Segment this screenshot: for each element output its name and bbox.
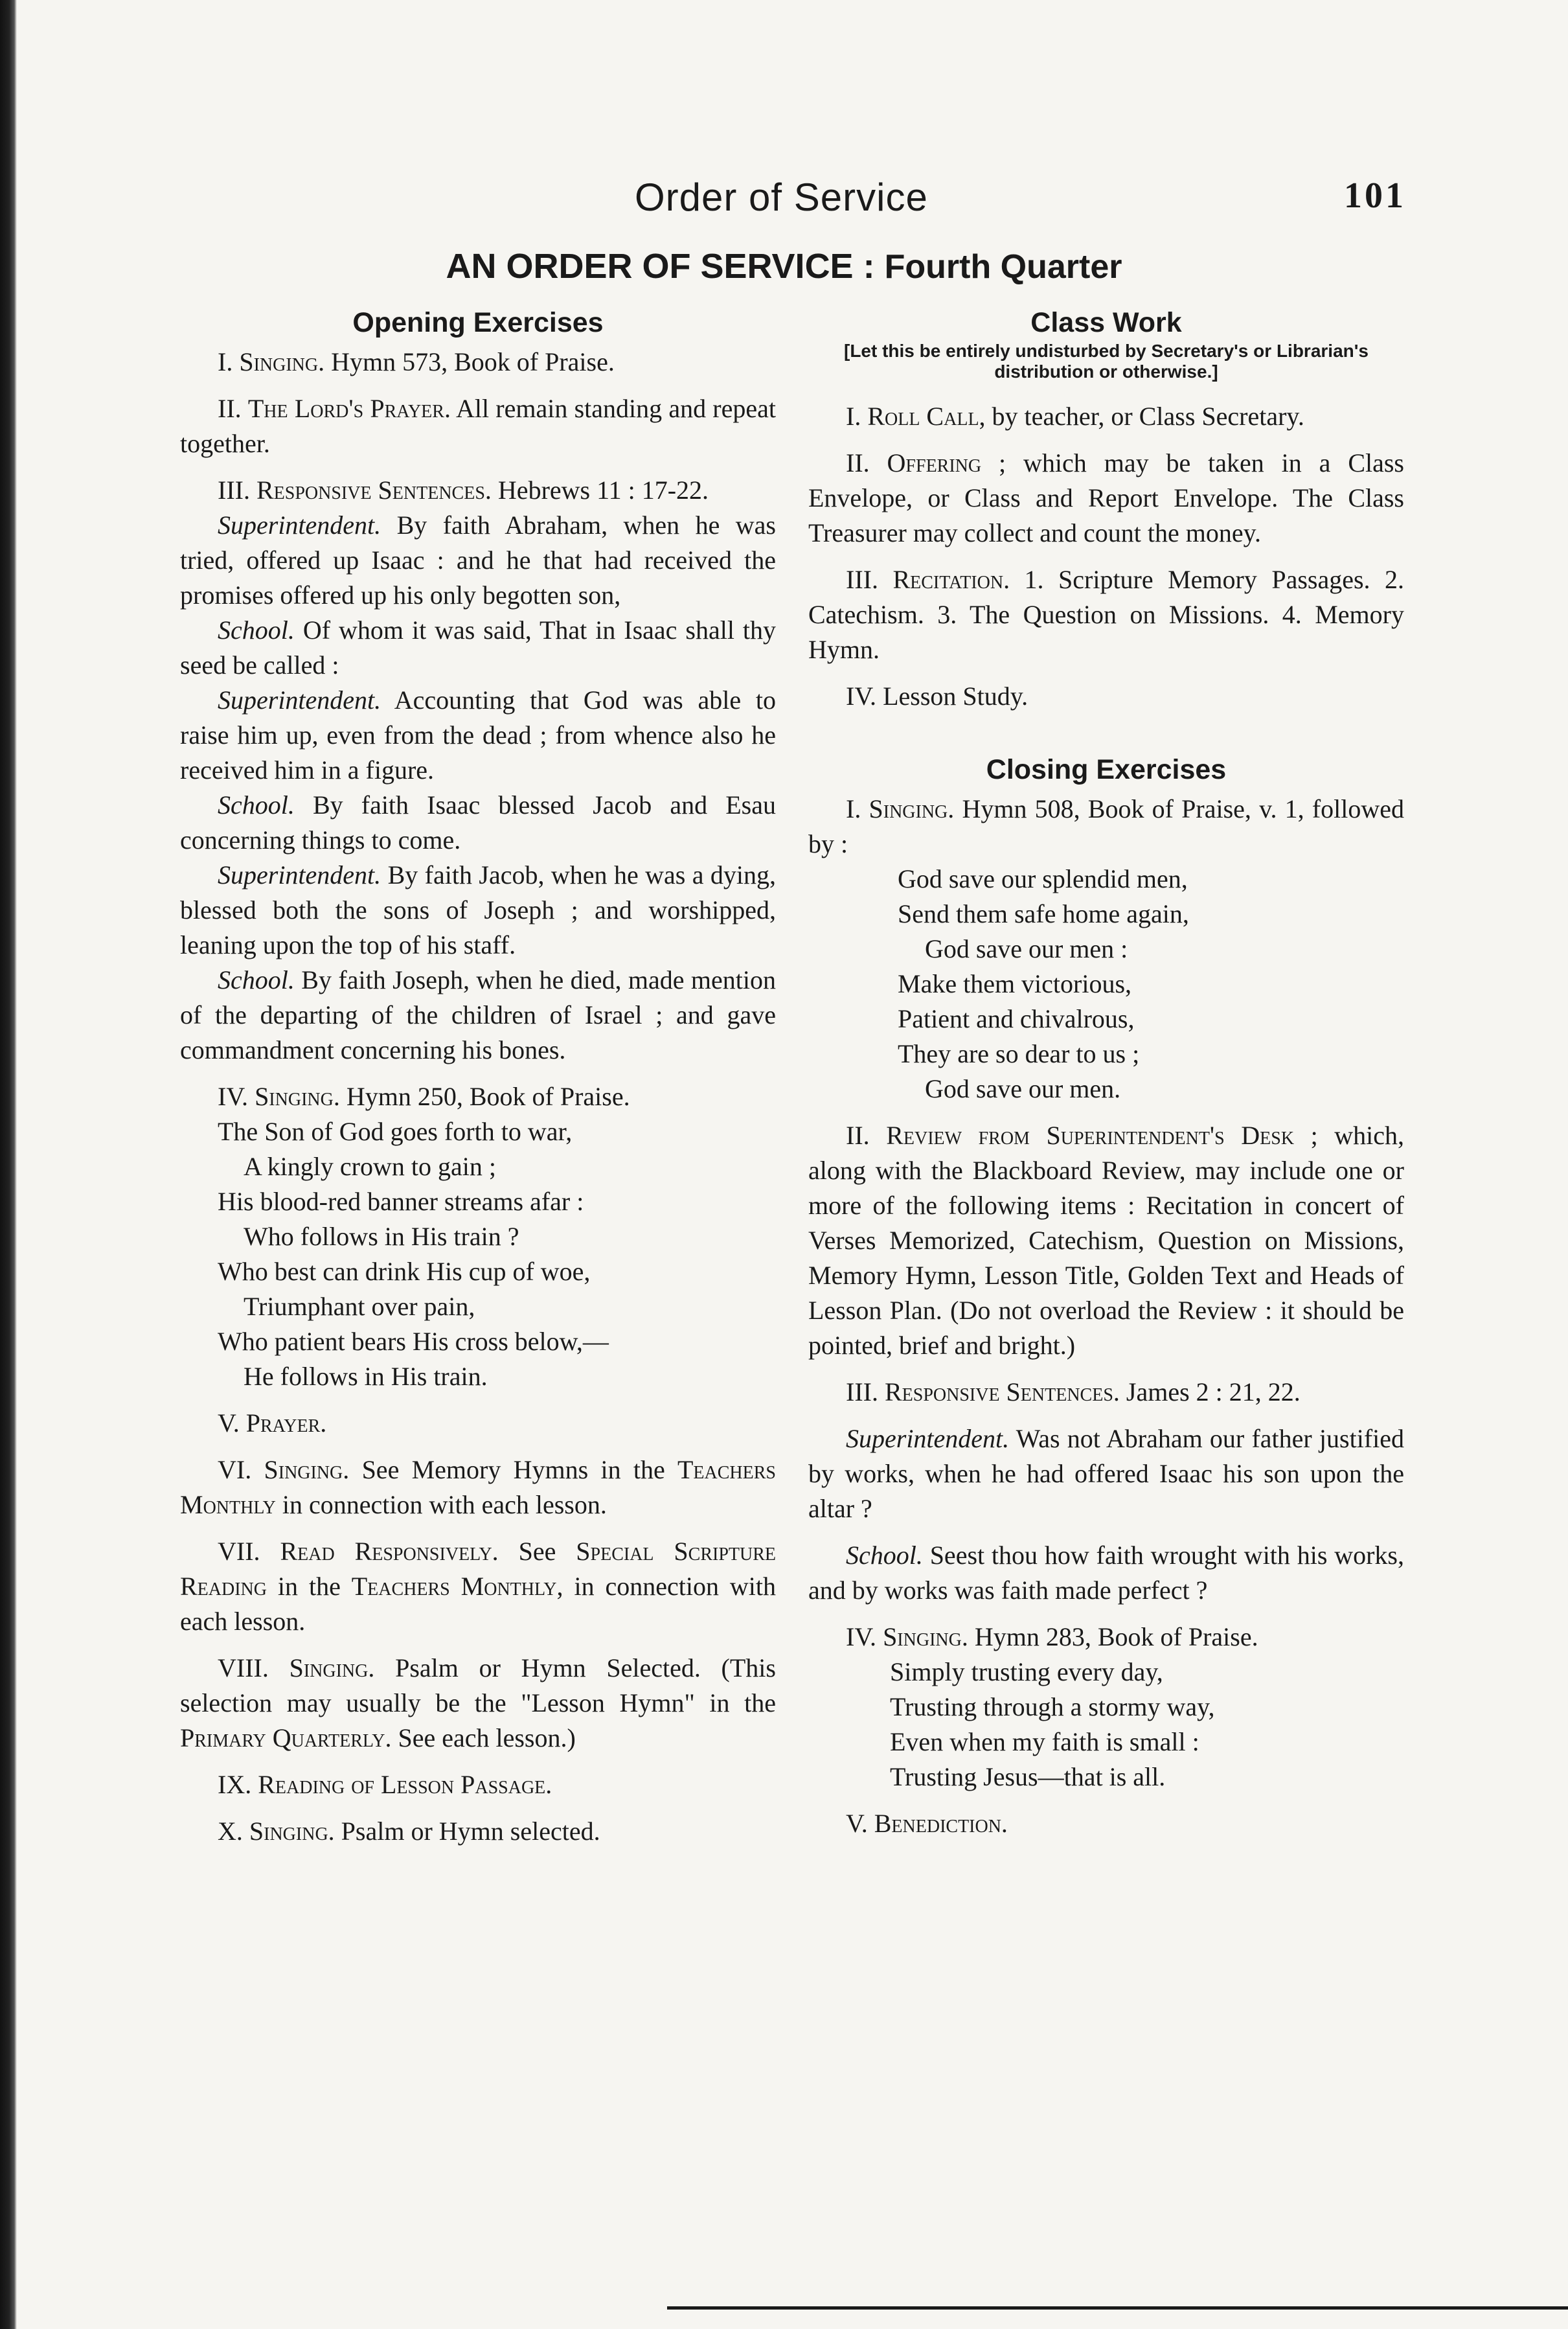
item-number: II. [218, 394, 242, 423]
verse-line: Make them victorious, [898, 969, 1132, 998]
responsive-text: Seest thou how faith wrought with his works, and by works was faith made perfect ? [808, 1541, 1404, 1605]
item-text: See [518, 1537, 556, 1566]
item-number: II. [846, 448, 870, 477]
heading-closing-exercises: Closing Exercises [986, 754, 1227, 785]
item-opening-viii [180, 1651, 776, 1756]
item-opening-x [180, 1814, 776, 1849]
item-label: Singing. [883, 1622, 968, 1651]
class-work-note: [Let this be entirely undisturbed by Secretary's or Librarian's distribution or otherwise.] [844, 341, 1369, 382]
item-text: See Memory Hymns in the [361, 1455, 665, 1484]
verse-line: Who patient bears His cross below,— [218, 1327, 609, 1356]
item-class-i [808, 399, 1404, 434]
item-number: V. [218, 1408, 240, 1438]
heading-opening-exercises: Opening Exercises [352, 307, 604, 338]
responsive-text: By faith Joseph, when he died, made mention of the departing of the children of Israel ; and gave commandment concerning his bones. [180, 965, 777, 1064]
item-label: Singing. [239, 347, 325, 376]
running-head [0, 175, 1568, 233]
item-label: Singing. [249, 1817, 335, 1846]
item-number: I. [846, 794, 861, 823]
speaker: Superintendent. [218, 685, 381, 715]
responsive-text: By faith Abraham, when he was tried, offered up Isaac : and he that had received the promises offered up his only begotten son, [180, 511, 776, 610]
speaker: School. [218, 790, 295, 820]
responsive-text: Was not Abraham our father justified by works, when he had offered Isaac his son upon the altar ? [808, 1424, 1405, 1523]
heading-class-work: Class Work [1030, 307, 1182, 338]
item-label: Singing. [264, 1455, 350, 1484]
item-opening-i [180, 345, 776, 380]
verse-line: They are so dear to us ; [898, 1039, 1140, 1068]
item-label: Reading of Lesson Passage. [258, 1770, 552, 1799]
verse-line: Even when my faith is small : [890, 1727, 1199, 1756]
item-closing-v [808, 1806, 1404, 1841]
item-opening-v [180, 1406, 776, 1441]
left-column [180, 304, 776, 1861]
verse-line: Simply trusting every day, [890, 1657, 1163, 1686]
item-label: Read Responsively. [280, 1537, 499, 1566]
item-class-iv [808, 679, 1404, 714]
item-number: IX. [218, 1770, 252, 1799]
responsive-line [180, 683, 776, 788]
speaker: School. [846, 1541, 923, 1570]
item-text: See each lesson.) [398, 1723, 576, 1752]
item-label: Benediction. [874, 1809, 1008, 1838]
item-label: Review from Superintendent's Desk ; [886, 1121, 1318, 1150]
section-gap [808, 726, 1404, 751]
responsive-text: Accounting that God was able to raise him up, even from the dead ; from whence also he received him in a figure. [180, 685, 776, 785]
verse-line: God save our men. [925, 1074, 1121, 1103]
responsive-line [180, 788, 776, 858]
verse-line: Patient and chivalrous, [898, 1004, 1135, 1033]
item-number: III. [846, 565, 878, 594]
page-title-main: AN ORDER OF SERVICE [446, 247, 854, 286]
item-text: Hymn 250, Book of Praise. [346, 1082, 630, 1111]
verse-line: The Son of God goes forth to war, [218, 1117, 573, 1146]
item-opening-ix [180, 1767, 776, 1802]
page-title-subtitle: Fourth Quarter [884, 248, 1122, 286]
verse-line: His blood-red banner streams afar : [218, 1187, 584, 1216]
hymn-283-verse [808, 1655, 1404, 1795]
item-number: X. [218, 1817, 243, 1846]
item-text: Hebrews 11 : 17-22. [497, 476, 709, 505]
item-number: I. [846, 402, 861, 431]
item-opening-iii [180, 473, 776, 508]
page-number: 101 [1344, 176, 1406, 216]
item-number: II. [846, 1121, 870, 1150]
item-text: James 2 : 21, 22. [1126, 1377, 1301, 1406]
item-text: Hymn 508, Book of Praise, v. 1, followed by : [808, 794, 1404, 858]
item-number: VI. [218, 1455, 252, 1484]
item-class-ii [808, 446, 1404, 551]
responsive-line [180, 613, 776, 683]
item-number: IV. [218, 1082, 249, 1111]
speaker: Superintendent. [218, 511, 381, 540]
item-number: IV. [846, 1622, 877, 1651]
responsive-line [808, 1421, 1404, 1526]
item-text: Hymn 283, Book of Praise. [974, 1622, 1258, 1651]
item-label: Special Scripture Reading [180, 1537, 777, 1601]
page-title [0, 246, 1568, 286]
item-number: I. [218, 347, 233, 376]
item-opening-vii [180, 1534, 776, 1639]
item-label: Prayer. [245, 1408, 327, 1438]
speaker: School. [218, 615, 295, 645]
item-label: Singing. [289, 1653, 375, 1682]
speaker: School. [218, 965, 295, 994]
item-closing-iv [808, 1620, 1404, 1655]
item-opening-vi [180, 1452, 776, 1522]
item-number: III. [846, 1377, 878, 1406]
item-number: VIII. [218, 1653, 269, 1682]
responsive-line [180, 858, 776, 963]
verse-line: A kingly crown to gain ; [244, 1152, 496, 1181]
verse-line: Triumphant over pain, [244, 1292, 475, 1321]
item-text: by teacher, or Class Secretary. [992, 402, 1304, 431]
item-text: Psalm or Hymn Selected. (This selection may usually be the "Lesson Hymn" in the [180, 1653, 776, 1717]
item-text: Hymn 573, Book of Praise. [331, 347, 615, 376]
verse-line: Who follows in His train ? [244, 1222, 519, 1251]
item-closing-iii [808, 1375, 1404, 1410]
item-text: Lesson Study. [883, 682, 1028, 711]
item-label: Recitation. [892, 565, 1010, 594]
item-label: Primary Quarterly. [180, 1723, 392, 1752]
verse-line: God save our splendid men, [898, 864, 1188, 893]
speaker: Superintendent. [846, 1424, 1010, 1453]
item-text: Psalm or Hymn selected. [341, 1817, 600, 1846]
item-closing-i [808, 792, 1404, 862]
verse-line: Trusting through a stormy way, [890, 1692, 1215, 1721]
item-label: Teachers Monthly, [351, 1572, 563, 1601]
verse-line: God save our men : [925, 934, 1128, 963]
item-text: which may be taken in a Class Envelope, or Class and Report Envelope. The Class Treasurer may collect and count the money. [808, 448, 1404, 547]
item-class-iii [808, 562, 1404, 667]
item-text: 1. Scripture Memory Passages. 2. Catechism. 3. The Question on Missions. 4. Memory Hymn. [808, 565, 1404, 664]
verse-line: He follows in His train. [244, 1362, 488, 1391]
responsive-line [180, 508, 776, 613]
verse-line: Trusting Jesus—that is all. [890, 1762, 1166, 1791]
anthem-verse [808, 862, 1404, 1107]
item-number: V. [846, 1809, 868, 1838]
verse-line: Send them safe home again, [898, 899, 1189, 928]
responsive-text: Of whom it was said, That in Isaac shall thy seed be called : [180, 615, 777, 680]
item-number: IV. [846, 682, 877, 711]
item-text: in the [277, 1572, 341, 1601]
responsive-text: By faith Jacob, when he was a dying, blessed both the sons of Joseph ; and worshipped, leaning upon the top of his staff. [180, 860, 777, 959]
item-number: VII. [218, 1537, 260, 1566]
item-label: Responsive Sentences. [884, 1377, 1120, 1406]
speaker: Superintendent. [218, 860, 381, 889]
item-label: Roll Call, [867, 402, 986, 431]
item-closing-ii [808, 1118, 1404, 1363]
item-label: Offering ; [887, 448, 1006, 477]
item-label: Teachers Monthly [180, 1455, 777, 1519]
item-number: III. [218, 476, 250, 505]
item-text: in connection with each lesson. [282, 1490, 607, 1519]
page-title-separator: : [863, 247, 875, 286]
item-label: The Lord's Prayer. [247, 394, 451, 423]
item-label: Responsive Sentences. [256, 476, 492, 505]
item-text: All remain standing and repeat together. [180, 394, 776, 458]
item-label: Singing. [255, 1082, 340, 1111]
running-head-title: Order of Service [635, 176, 928, 219]
bottom-rule [667, 2306, 1568, 2310]
responsive-line [808, 1538, 1404, 1608]
responsive-text: By faith Isaac blessed Jacob and Esau concerning things to come. [180, 790, 776, 855]
hymn-250-verse [180, 1114, 776, 1394]
binding-edge [0, 0, 17, 2329]
item-text: which, along with the Blackboard Review, may include one or more of the following items : Recitation in concert of Verses Memorized, Catechism, Question on Missions, Memory Hymn, Lesson Title, Golden Text and Heads of Lesson Plan. (Do not overload the Review : it should be pointed, brief and bright.) [808, 1121, 1405, 1360]
right-column [808, 304, 1404, 1853]
item-opening-iv [180, 1079, 776, 1114]
responsive-line [180, 963, 776, 1068]
verse-line: Who best can drink His cup of woe, [218, 1257, 591, 1286]
item-text: in connection with each lesson. [180, 1572, 777, 1636]
item-label: Singing. [869, 794, 955, 823]
item-opening-ii [180, 391, 776, 461]
